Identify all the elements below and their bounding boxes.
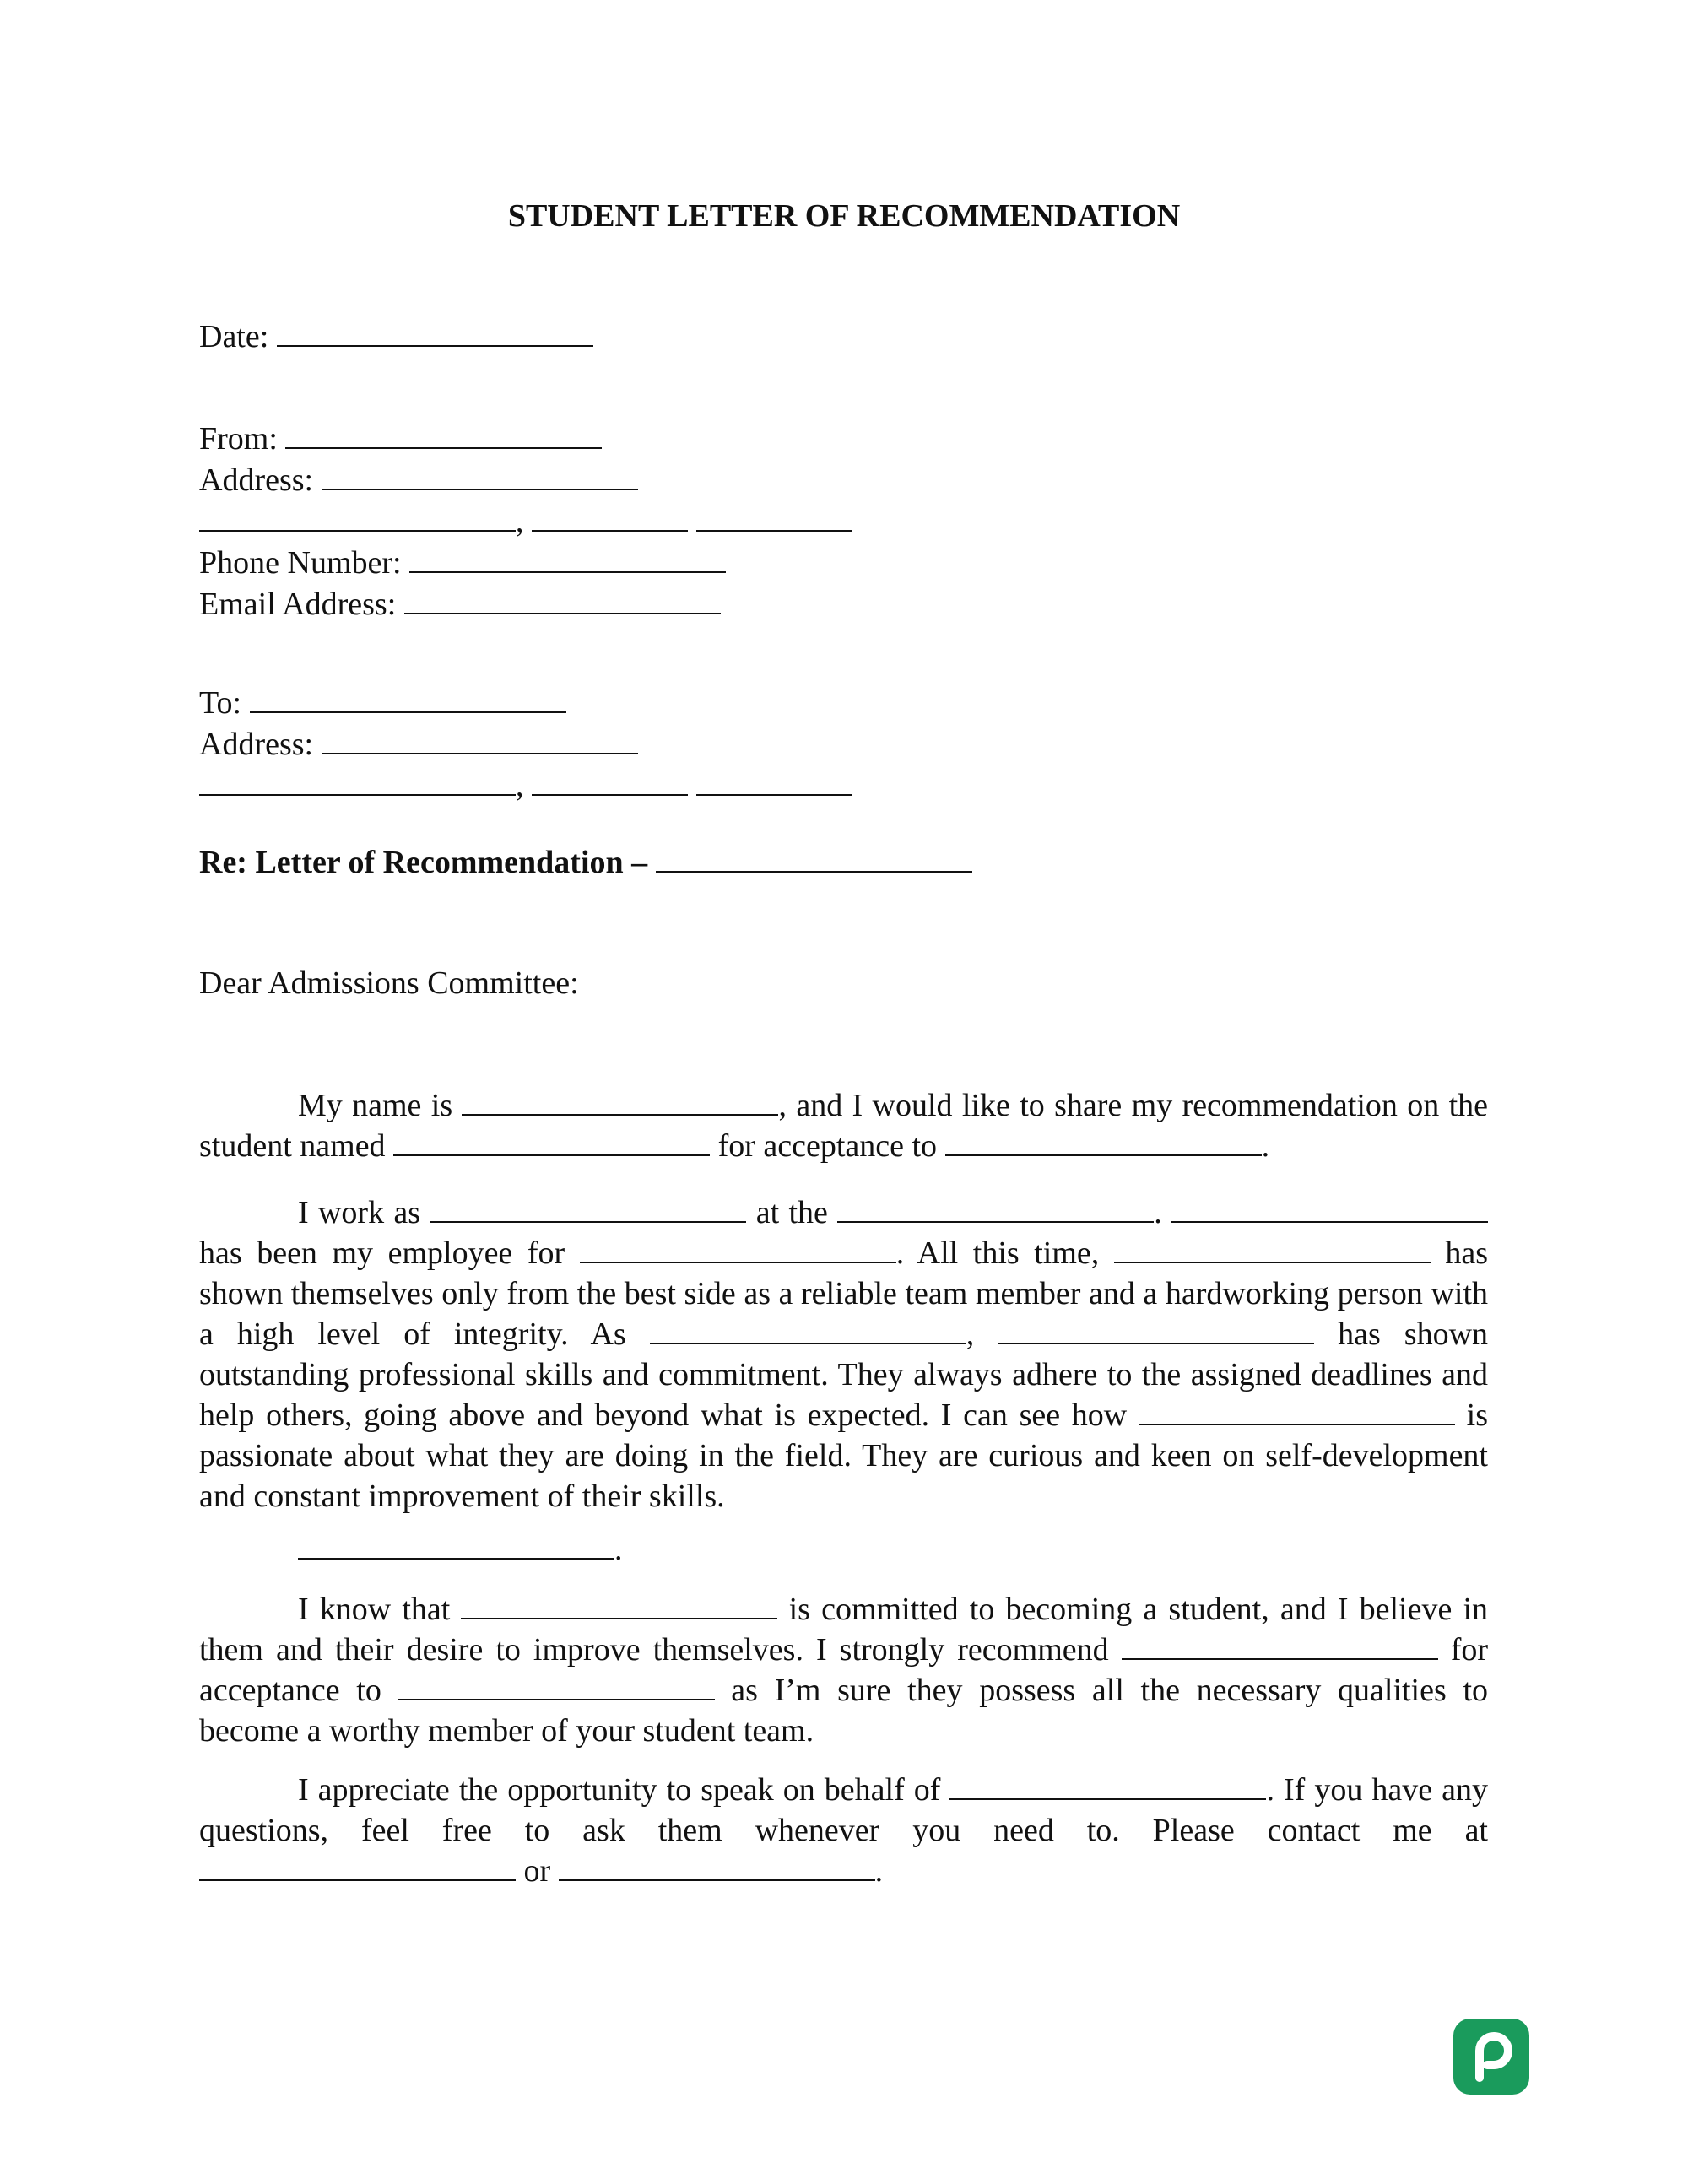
from-address-blank[interactable] xyxy=(322,463,638,490)
student-name-blank[interactable] xyxy=(393,1129,710,1156)
job-title-blank[interactable] xyxy=(430,1196,746,1223)
to-line xyxy=(199,683,566,723)
recommender-name-blank[interactable] xyxy=(462,1089,778,1116)
student-name-blank-5[interactable] xyxy=(1139,1398,1455,1425)
to-city-blank[interactable] xyxy=(199,769,516,796)
re-label: Re: Letter of Recommendation – xyxy=(199,845,648,880)
to-label: To: xyxy=(199,685,242,721)
employment-duration-blank[interactable] xyxy=(580,1236,896,1263)
paragraph-4: I know that is committed to becoming a student, and I believe in them and their desire to improve themselves. I strongly recommend for acceptance to as I’m sure they possess all the necessary qualities to become a worthy member of your student team. xyxy=(199,1592,1489,1749)
phone-blank[interactable] xyxy=(409,546,726,573)
to-address-line xyxy=(199,724,638,765)
to-name-blank[interactable] xyxy=(250,686,566,713)
from-city-blank[interactable] xyxy=(199,505,516,532)
from-name-blank[interactable] xyxy=(285,422,602,449)
from-label: From: xyxy=(199,421,278,457)
paragraph-5: I appreciate the opportunity to speak on behalf of . If you have any questions, feel free to ask them whenever you need to. Please contact me at or . xyxy=(199,1772,1488,1889)
to-city-line xyxy=(199,765,852,806)
date-blank[interactable] xyxy=(277,320,593,347)
phone-label: Phone Number: xyxy=(199,545,402,581)
position-blank[interactable] xyxy=(650,1317,966,1344)
to-address-blank[interactable] xyxy=(322,727,638,754)
re-student-blank[interactable] xyxy=(656,846,972,873)
from-address-line xyxy=(199,460,638,500)
p-logo-glyph xyxy=(1453,2019,1529,2095)
student-name-blank-2[interactable] xyxy=(1171,1196,1488,1223)
institution-blank-2[interactable] xyxy=(398,1673,715,1700)
email-line xyxy=(199,584,721,624)
to-zip-blank[interactable] xyxy=(696,769,852,796)
student-name-blank-8[interactable] xyxy=(950,1773,1266,1800)
date-label: Date: xyxy=(199,319,269,354)
to-address-label: Address: xyxy=(199,727,314,762)
student-name-blank-7[interactable] xyxy=(1122,1633,1438,1660)
to-state-blank[interactable] xyxy=(532,769,688,796)
from-line xyxy=(199,419,602,459)
contact-phone-blank[interactable] xyxy=(199,1854,516,1881)
p-logo-icon xyxy=(1453,2019,1529,2095)
additional-info-blank[interactable] xyxy=(298,1533,614,1560)
student-name-blank-6[interactable] xyxy=(461,1592,777,1619)
from-address-label: Address: xyxy=(199,462,314,498)
email-blank[interactable] xyxy=(404,587,721,614)
salutation: Dear Admissions Committee: xyxy=(199,965,579,1001)
from-city-line xyxy=(199,501,852,542)
institution-blank[interactable] xyxy=(945,1129,1262,1156)
student-name-blank-4[interactable] xyxy=(998,1317,1314,1344)
email-label: Email Address: xyxy=(199,587,397,622)
phone-line xyxy=(199,543,726,583)
re-line xyxy=(199,842,972,883)
student-name-blank-3[interactable] xyxy=(1114,1236,1431,1263)
from-city-comma: , xyxy=(516,504,524,539)
paragraph-1: My name is , and I would like to share my recommendation on the student named for acceptance to . xyxy=(199,1088,1488,1164)
company-blank[interactable] xyxy=(837,1196,1154,1223)
to-city-comma: , xyxy=(516,768,524,803)
document-title: STUDENT LETTER OF RECOMMENDATION xyxy=(507,198,1181,234)
from-state-blank[interactable] xyxy=(532,505,688,532)
paragraph-2: I work as at the . has been my employee for . All this time, has shown themselves only from the best side as a reliable team member and a hardworking person with a high level of integrity. As , has shown outstanding professional skills and commitment. They always adhere to the assigned deadlines and help others, going above and beyond what is expected. I can see how is passionate about what they are doing in the field. They are curious and keen on self-development and constant improvement of their skills. xyxy=(199,1195,1489,1514)
from-zip-blank[interactable] xyxy=(696,505,852,532)
paragraph-3: . xyxy=(298,1529,623,1570)
date-line xyxy=(199,316,593,357)
contact-email-blank[interactable] xyxy=(559,1854,875,1881)
